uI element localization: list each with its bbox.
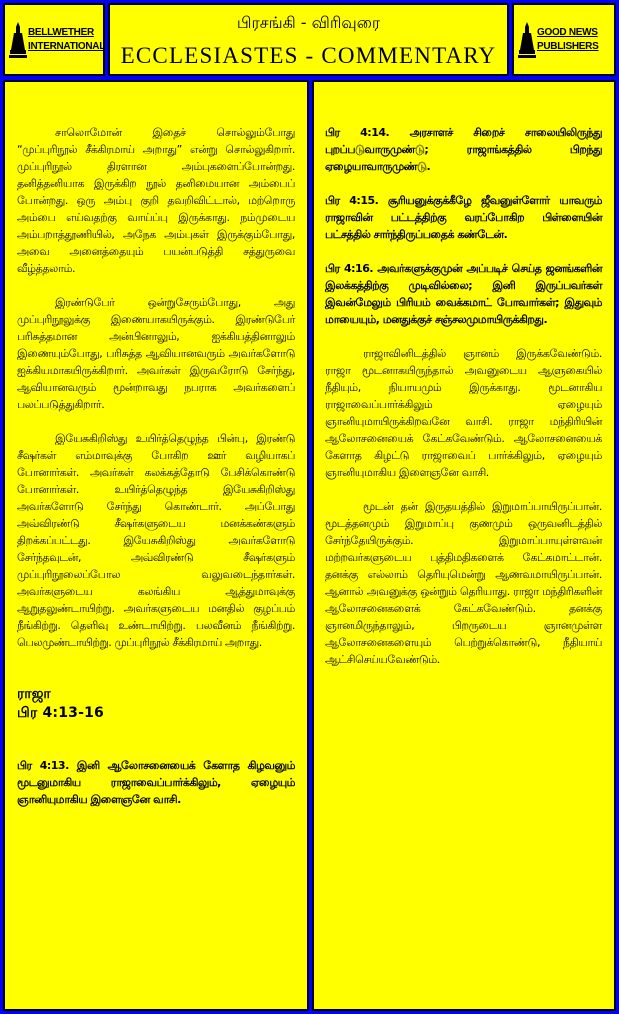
good-news-logo-box <box>512 3 616 76</box>
commentary-paragraph: இயேசுகிறிஸ்து உயிர்த்தெழுந்த பின்பு, இரண்டு சீஷர்கள் எம்மாவுக்கு போகிற ஊர் வழியாகப் போனார்கள். அவர்கள் கலக்கத்தோடு பேசிக்கொண்டு போனார்கள். உயிர்த்தெழுந்த இயேசுகிறிஸ்து அவர்களோடு சேர்ந்து கொண்டார். அப்போது அவ்விரண்டு சீஷர்களுடைய மனக்கண்களும் திறக்கப்பட்டது. இயேசுகிறிஸ்து அவர்களோடு சேர்ந்தவுடன், அவ்விரண்டு சீஷர்களும் முப்புரிநூலைப்போல வலுவடைந்தார்கள். அவர்களுடைய கலங்கிய ஆத்துமாவுக்கு ஆறுதலுண்டாயிற்று. அவர்களுடைய மனதில் குழப்பம் நீங்கிற்று. தெளிவு உண்டாயிற்று. பலவீனம் நீங்கிற்று. பெலமுண்டாயிற்று. முப்புரிநூல் சீக்கிரமாய் அறாது. <box>17 432 295 649</box>
section-reference: பிர 4:13-16 <box>17 705 104 721</box>
commentary-paragraph: சாலொமோன் இதைச் சொல்லும்போது “முப்புரிநூல் சீக்கிரமாய் அறாது” என்று சொல்லுகிறார். முப்புரிநூல் திரளான அம்புகளைப்போன்றது. தனித்தனியாக இருக்கிற நூல் தனிமையான அம்பைப் போன்றது. ஒரு அம்பு குறி தவறிவிட்டால், மற்றொரு அம்பை எய்வதற்கு வாய்ப்பு இருக்காது. நம்முடைய அம்பறாத்தூணியில், அநேக அம்புகள் இருக்கும்போது, அவை அனைத்தையும் பயன்படுத்தி சத்துருவை வீழ்த்தலாம். <box>17 126 295 275</box>
right-column <box>312 80 616 1011</box>
left-column <box>3 80 309 1011</box>
commentary-paragraph: ராஜாவினிடத்தில் ஞானம் இருக்கவேண்டும். ராஜா மூடனாகயிருந்தால் அவனுடைய ஆளுகையில் நீதியும், நியாயமும் இருக்காது. மூடனாகிய ராஜாவைப்பார்க்கிலும் ஏழையும் ஞானியுமாயிருக்கிறவனே வாசி. ராஜா மந்திரியின் ஆலோசனையைக் கேட்கவேண்டும். ஆலோசனையைக் கேளாத கிழட்டு ராஜாவைப் பார்க்கிலும், ஏழையும் ஞானியுமாகிய இளைஞனே வாசி. <box>325 347 602 479</box>
bellwether-line-2: INTERNATIONAL <box>28 40 106 52</box>
verse-4-15: பிர 4:15. சூரியனுக்குக்கீழே ஜீவனுள்ளோர் யாவரும் ராஜாவின் பட்டத்திற்கு வரப்போகிற பிள்ளையின் பட்சத்தில் சார்ந்திருப்பதைக் கண்டேன். <box>325 194 602 241</box>
section-heading: ராஜா <box>17 686 51 702</box>
title-tamil: பிரசங்கி - விரிவுரை <box>236 13 381 32</box>
commentary-paragraph: இரண்டுபேர் ஒன்றுசேரும்போது, அது முப்புரிநூலுக்கு இணையாகயிருக்கும். இரண்டுபேர் பரிசுத்தமான அன்பினாலும், ஐக்கியத்தினாலும் இணையும்போது, பரிசுத்த ஆவியானவரும் அவர்களோடு ஐக்கியமாகயிருக்கிறார். அவர்கள் இருவரோடு சேர்ந்து, ஆவியானவரும் மூன்றாவது நபராக அவர்களைப் பலப்படுத்துகிறார். <box>17 296 295 411</box>
verse-4-16: பிர 4:16. அவர்களுக்குமுன் அப்படிச் செய்த ஜனங்களின் இலக்கத்திற்கு முடிவில்லை; இனி இருப்பவர்கள் இவன்மேலும் பிரியம் வைக்கமாட் போவார்கள்; இதுவும் மாயையும், மனதுக்குச் சஞ்சலமுமாயிருக்கிறது. <box>325 262 602 326</box>
bellwether-logo-icon <box>9 20 27 60</box>
good-news-line-1: GOOD NEWS <box>537 26 598 38</box>
title-english: ECCLESIASTES - COMMENTARY <box>120 43 497 68</box>
good-news-line-2: PUBLISHERS <box>537 40 599 52</box>
bellwether-line-1: BELLWETHER <box>28 26 94 38</box>
header-title-box <box>108 3 509 76</box>
verse-4-14: பிர 4:14. அரசாளச் சிறைச் சாலையிலிருந்து புறப்படுவாருமுண்டு; ராஜாங்கத்தில் பிறந்து ஏழையாவாருமுண்டு. <box>325 126 602 173</box>
verse-4-13: பிர 4:13. இனி ஆலோசனையைக் கேளாத கிழவனும் மூடனுமாகிய ராஜாவைப்பார்க்கிலும், ஏழையும் ஞானியுமாகிய இளைஞனே வாசி. <box>17 759 295 806</box>
bellwether-logo-box <box>3 3 105 76</box>
commentary-paragraph: மூடன் தன் இருதயத்தில் இறுமாப்பாயிருப்பான். மூடத்தனமும் இறுமாப்பு குணமும் ஒருவனிடத்தில் சேர்ந்தேயிருக்கும். இறுமாப்பாயுள்ளவன் மற்றவர்களுடைய புத்திமதிகளைக் கேட்கமாட்டான். தனக்கு எல்லாம் தெரியுமென்று ஆணவமாயிருப்பான். ஆனால் அவனுக்கு ஒன்றும் தெரியாது. ராஜா மந்திரிகளின் ஆலோசனைகளைக் கேட்கவேண்டும். தனக்கு ஞானமிருந்தாலும், பிறருடைய ஞானமுள்ள ஆலோசனைகளையும் பெற்றுக்கொண்டு, நீதியாய் ஆட்சிசெய்யவேண்டும். <box>325 500 602 666</box>
good-news-logo-icon <box>518 20 536 60</box>
